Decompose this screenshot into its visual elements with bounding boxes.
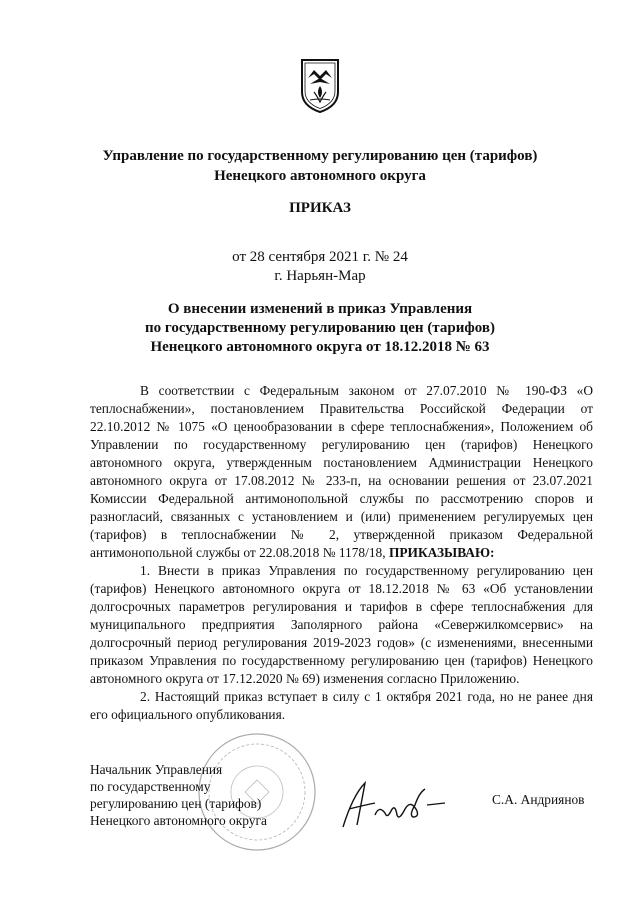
document-city: г. Нарьян-Мар xyxy=(274,268,366,284)
order-item-1: 1. Внести в приказ Управления по государственному регулированию цен (тарифов) Ненецкого автономного округа от 18.12.2018 № 63 «Об установлении долгосрочных параметров регулирования и тарифов в сфере теплоснабжения для муниципального предприятия Заполярного района «Севержилкомсервис» на долгосрочный период регулирования 2019-2023 годов» (с изменениями, внесенными приказом Управления по государственному регулированию цен (тарифов) Ненецкого автономного округа от 17.12.2020 № 69) изменения согласно Приложению. xyxy=(90,563,593,686)
signer-name: С.А. Андриянов xyxy=(492,792,585,807)
document-type: ПРИКАЗ xyxy=(289,200,351,216)
document-body xyxy=(90,382,593,724)
preamble-paragraph: В соответствии с Федеральным законом от 27.07.2010 № 190-ФЗ «О теплоснабжении», постановлением Правительства Российской Федерации от 22.10.2012 № 1075 «О ценообразовании в сфере теплоснабжения», Положением об Управлении по государственному регулированию цен (тарифов) Ненецкого автономного округа, утвержденным постановлением Администрации Ненецкого автономного округа от 17.08.2012 № 233-п, на основании решения от 23.07.2021 Комиссии Федеральной антимонопольной службы по рассмотрению споров и разногласий, связанных с установлением и (или) применением регулируемых цен (тарифов) в теплоснабжении № 2, утвержденной приказом Федеральной антимонопольной службы от 22.08.2018 № 1178/18, ПРИКАЗЫВАЮ: xyxy=(90,383,593,560)
date-and-place xyxy=(60,248,580,286)
order-keyword: ПРИКАЗЫВАЮ: xyxy=(388,545,495,560)
order-item-2: 2. Настоящий приказ вступает в силу с 1 октября 2021 года, но не ранее дня его официального опубликования. xyxy=(90,689,593,722)
signer-position: Начальник Управления по государственному регулированию цен (тарифов) Ненецкого автономного округа xyxy=(90,762,267,828)
handwritten-signature xyxy=(335,775,455,835)
organization-name: Управление по государственному регулированию цен (тарифов) Ненецкого автономного округа xyxy=(102,148,538,184)
document-date: от 28 сентября 2021 г. № 24 xyxy=(232,249,408,265)
coat-of-arms-icon xyxy=(300,58,340,114)
document-subject: О внесении изменений в приказ Управления по государственному регулированию цен (тарифов) Ненецкого автономного округа от 18.12.2018 № 63 xyxy=(145,301,495,355)
